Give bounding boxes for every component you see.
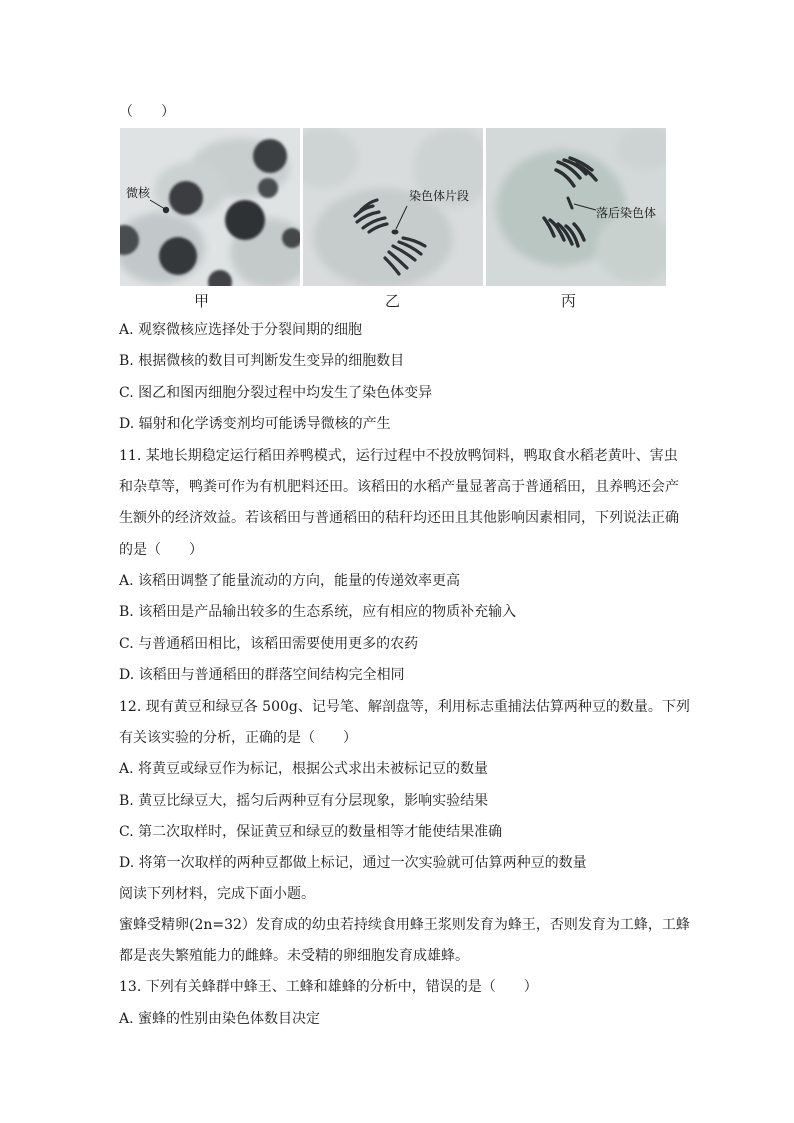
chromosome-fragment-label: 染色体片段	[409, 189, 470, 203]
material-intro: 阅读下列材料，完成下面小题。	[119, 886, 315, 902]
figure-caption-jia: 甲	[194, 292, 210, 310]
question-11-stem-line: 和杂草等，鸭粪可作为有机肥料还田。该稻田的水稻产量显著高于普通稻田，且养鸭还会产	[119, 479, 679, 495]
figure-jia-micronucleus	[120, 128, 300, 286]
lagging-chromosome-label: 落后染色体	[596, 206, 657, 220]
micronucleus-micrograph	[120, 128, 300, 286]
question-11-option-c: C. 与普通稻田相比，该稻田需要使用更多的农药	[119, 636, 419, 652]
question-10-option-a: A. 观察微核应选择处于分裂间期的细胞	[119, 322, 363, 338]
question-12-option-d: D. 将第一次取样的两种豆都做上标记，通过一次实验就可估算两种豆的数量	[119, 855, 587, 871]
question-13-option-a: A. 蜜蜂的性别由染色体数目决定	[119, 1011, 321, 1027]
question-12-stem-line: 12. 现有黄豆和绿豆各 500g、记号笔、解剖盘等，利用标志重捕法估算两种豆的数量。下列	[119, 699, 690, 715]
question-13-stem-line: 13. 下列有关蜂群中蜂王、工蜂和雄蜂的分析中，错误的是（ ）	[119, 979, 538, 995]
question-12-stem-line: 有关该实验的分析，正确的是（ ）	[119, 730, 357, 746]
question-12-option-a: A. 将黄豆或绿豆作为标记，根据公式求出未被标记豆的数量	[119, 761, 489, 777]
question-11-option-b: B. 该稻田是产品输出较多的生态系统，应有相应的物质补充输入	[119, 604, 517, 620]
question-10-stem-tail: （ ）	[119, 104, 175, 120]
question-10-option-c: C. 图乙和图丙细胞分裂过程中均发生了染色体变异	[119, 385, 433, 401]
question-12-option-c: C. 第二次取样时，保证黄豆和绿豆的数量相等才能使结果准确	[119, 824, 503, 840]
question-10-option-d: D. 辐射和化学诱变剂均可能诱导微核的产生	[119, 416, 391, 432]
material-line: 都是丧失繁殖能力的雌蜂。未受精的卵细胞发育成雄蜂。	[119, 948, 469, 964]
micronucleus-label: 微核	[126, 186, 151, 200]
question-12-option-b: B. 黄豆比绿豆大，摇匀后两种豆有分层现象，影响实验结果	[119, 793, 489, 809]
figure-caption-bing: 丙	[561, 292, 577, 310]
chromosome-fragment-micrograph	[303, 128, 483, 286]
question-11-stem-line: 11. 某地长期稳定运行稻田养鸭模式，运行过程中不投放鸭饲料，鸭取食水稻老黄叶、害虫	[119, 448, 678, 464]
figure-yi-chromosome-fragment	[303, 128, 483, 286]
question-11-option-a: A. 该稻田调整了能量流动的方向，能量的传递效率更高	[119, 573, 461, 589]
figure-caption-yi: 乙	[385, 292, 401, 310]
question-11-stem-line: 的是（ ）	[119, 542, 203, 558]
question-10-option-b: B. 根据微核的数目可判断发生变异的细胞数目	[119, 353, 405, 369]
material-line: 蜜蜂受精卵(2n=32）发育成的幼虫若持续食用蜂王浆则发育为蜂王，否则发育为工蜂，工蜂	[119, 917, 690, 933]
question-11-option-d: D. 该稻田与普通稻田的群落空间结构完全相同	[119, 667, 405, 683]
figure-bing-lagging-chromosome	[486, 128, 666, 286]
question-11-stem-line: 生额外的经济效益。若该稻田与普通稻田的秸秆均还田且其他影响因素相同，下列说法正确	[119, 510, 679, 526]
